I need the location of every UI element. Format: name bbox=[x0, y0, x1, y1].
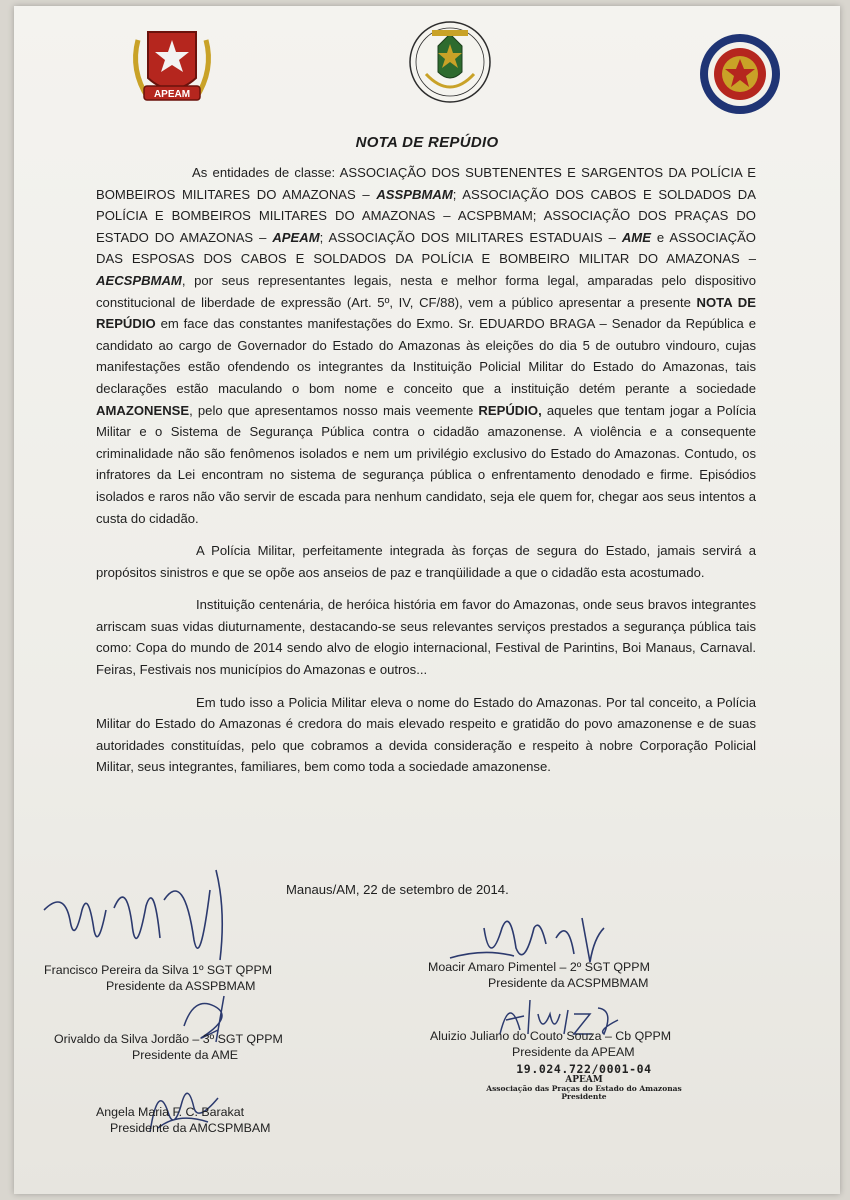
center-seal-logo bbox=[402, 16, 498, 126]
stamp-cnpj: 19.024.722/0001-04 bbox=[516, 1062, 652, 1076]
paragraph-2: A Polícia Militar, perfeitamente integrada às forças de segura do Estado, jamais servirá a propósitos sinistros e que se opõe aos anseios de paz e tranqüilidade a que o cidadão esta acostumado. bbox=[96, 543, 756, 580]
signatory-name: Angela Maria F. C. Barakat bbox=[96, 1105, 245, 1119]
document-body bbox=[96, 162, 756, 789]
signatory-role: Presidente da AME bbox=[132, 1048, 239, 1062]
signatory-role: Presidente da AMCSPMBAM bbox=[110, 1121, 271, 1135]
signatory-role: Presidente da ACSPMBMAM bbox=[488, 976, 649, 990]
document-page bbox=[14, 6, 840, 1194]
paragraph-4: Em tudo isso a Policia Militar eleva o nome do Estado do Amazonas. Por tal conceito, a Polícia Militar do Estado do Amazonas é credora do mais elevado respeito e gratidão do povo amazonense e de suas autoridades constituídas, pelo que cobramos a devida consideração e respeito à nobre Corporação Policial Militar, seus integrantes, familiares, bem como toda a sociedade amazonense. bbox=[96, 694, 756, 775]
paragraph-1: As entidades de classe: ASSOCIAÇÃO DOS SUBTENENTES E SARGENTOS DA POLÍCIA E BOMBEIROS MILITARES DO AMAZONAS – ASSPBMAM; ASSOCIAÇÃO DOS CABOS E SOLDADOS DA POLÍCIA E BOMBEIROS MILITARES DO AMAZONAS – ACSPBMAM; ASSOCIAÇÃO DOS PRAÇAS DO ESTADO DO AMAZONAS – APEAM; ASSOCIAÇÃO DOS MILITARES ESTADUAIS – AME e ASSOCIAÇÃO DAS ESPOSAS DOS CABOS E SOLDADOS DA POLÍCIA E BOMBEIRO MILITAR DO AMAZONAS – AECSPBMAM, por seus representantes legais, nesta e melhor forma legal, amparadas pelo dispositivo constitucional de liberdade de expressão (Art. 5º, IV, CF/88), vem a público apresentar a presente NOTA DE REPÚDIO em face das constantes manifestações do Exmo. Sr. EDUARDO BRAGA – Senador da República e candidato ao cargo de Governador do Estado do Amazonas às eleições do dia 5 de outubro vindouro, cujas manifestações estão ofendendo os integrantes da Instituição Policial Militar do Estado do Amazonas, tais declarações estão maculando o bom nome e conceito que a instituição detém perante a sociedade AMAZONENSE, pelo que apresentamos nosso mais veemente REPÚDIO, aqueles que tentam jogar a Polícia Militar e o Sistema de Segurança Pública contra o cidadão amazonense. A violência e a consequente criminalidade não são fenômenos isolados e nem um privilégio exclusivo do Estado do Amazonas. Contudo, os infratores da Lei encontram no sistema de segurança pública o enfrentamento denodado e firme. Episódios isolados e raros não vão servir de escada para nenhum candidato, seja ele quem for, chegar aos seus intentos a custa do cidadão. bbox=[96, 165, 756, 526]
signatory-name: Moacir Amaro Pimentel – 2º SGT QPPM bbox=[428, 960, 650, 974]
signatory-4 bbox=[428, 959, 650, 991]
stamp-line-3: Presidente bbox=[561, 1092, 607, 1101]
document-title: NOTA DE REPÚDIO bbox=[355, 134, 499, 151]
stamp-line-1: APEAM bbox=[565, 1075, 603, 1085]
apeam-logo-text: APEAM bbox=[153, 89, 191, 100]
signatory-2 bbox=[54, 1031, 283, 1063]
signatory-name: Aluizio Juliano do Couto Souza – Cb QPPM bbox=[430, 1029, 672, 1043]
apeam-logo bbox=[126, 20, 218, 112]
signatory-role: Presidente da ASSPBMAM bbox=[106, 979, 256, 993]
signature-francisco bbox=[34, 850, 264, 980]
place-date: Manaus/AM, 22 de setembro de 2014. bbox=[286, 882, 509, 897]
signatory-role: Presidente da APEAM bbox=[512, 1045, 635, 1059]
signatory-5 bbox=[430, 1028, 671, 1060]
signatory-3 bbox=[96, 1104, 270, 1136]
signatory-name: Francisco Pereira da Silva 1º SGT QPPM bbox=[44, 963, 273, 977]
right-emblem-logo bbox=[698, 32, 782, 116]
association-stamp bbox=[474, 1062, 694, 1101]
paragraph-3: Instituição centenária, de heróica história em favor do Amazonas, onde seus bravos integrantes arriscam suas vidas diuturnamente, destacando-se seus relevantes serviços prestados a segurança pública tais como: Copa do mundo de 2014 sendo alvo de elogio internacional, Festival de Parintins, Boi Manaus, Carnaval. Feiras, Festivais nos municípios do Amazonas e outros... bbox=[96, 597, 756, 678]
stamp-line-2: Associação das Praças do Estado do Amazonas bbox=[486, 1084, 682, 1093]
signatory-name: Orivaldo da Silva Jordão – 3º SGT QPPM bbox=[54, 1032, 283, 1046]
signatory-1 bbox=[44, 962, 272, 994]
